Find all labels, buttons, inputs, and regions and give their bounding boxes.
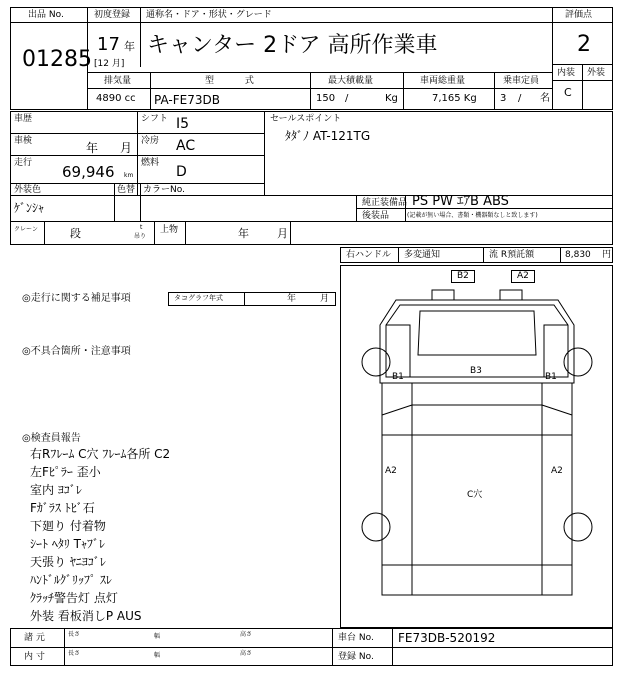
height-label: 高さ — [240, 631, 253, 638]
report-line: ｸﾗｯﾁ警告灯 点灯 — [30, 591, 118, 605]
upper-year: 年 — [238, 227, 249, 240]
rhd-label: 右ハンドル — [346, 250, 392, 260]
displacement: 4890 cc — [96, 93, 136, 104]
capacity-slash: / — [518, 93, 522, 104]
inspection-year-unit: 年 — [86, 141, 99, 155]
damage-tag: B3 — [470, 366, 482, 376]
defects-label: ◎不具合箇所・注意事項 — [22, 346, 131, 357]
history-label: 車歴 — [14, 114, 33, 124]
color-change-label: 色替 — [117, 185, 136, 195]
shift-label: シフト — [141, 114, 169, 124]
aftermarket-label: 後装品 — [362, 211, 390, 221]
capacity-unit: 名 — [540, 93, 550, 104]
plate-label: 登録 No. — [338, 652, 374, 662]
model: PA-FE73DB — [154, 93, 220, 107]
car-name: キャンター 2ドア 高所作業車 — [147, 33, 438, 58]
inspector-report-label: ◎検査員報告 — [22, 433, 81, 444]
chassis-no: FE73DB-520192 — [398, 631, 496, 645]
running-notes-label: ◎走行に関する補足事項 — [22, 293, 131, 304]
upper-label: 上物 — [160, 225, 179, 235]
tacho-month: 月 — [320, 294, 330, 304]
crane-tsuri: 吊り — [134, 233, 147, 240]
report-line: Fｶﾞﾗｽ ﾄﾋﾞ石 — [30, 501, 95, 515]
interior-dims-label: 内 寸 — [24, 652, 45, 662]
interior-grade: C — [564, 86, 572, 99]
length-label: 長さ — [68, 631, 81, 638]
damage-tag: A2 — [385, 466, 397, 476]
recycle-label: 流 R預託額 — [489, 250, 535, 260]
crane-t: t — [140, 224, 143, 231]
length-label: 長さ — [68, 650, 81, 657]
interior-grade-label: 内装 — [557, 68, 576, 78]
report-line: 室内 ﾖｺﾞﾚ — [30, 483, 82, 497]
lot-no-label: 出品 No. — [28, 10, 64, 20]
truck-diagram — [340, 265, 613, 628]
tacho-year: 年 — [287, 294, 297, 304]
exterior-grade-label: 外装 — [587, 68, 606, 78]
reg-year-unit: 年 — [124, 40, 135, 53]
ext-color-label: 外装色 — [14, 185, 42, 195]
max-load-value: 150 — [316, 93, 336, 104]
reg-month: [12 月] — [94, 59, 125, 69]
report-line: 下廻り 付着物 — [30, 519, 106, 533]
crane-label: クレーン — [14, 226, 38, 233]
fuel-label: 燃料 — [141, 158, 160, 168]
ext-color: ｹﾞﾝｼｬ — [14, 201, 45, 215]
fuel: D — [176, 164, 187, 180]
reg-year: 17 — [97, 34, 120, 55]
tacho-label: タコグラフ年式 — [174, 294, 223, 302]
equipment-label: 純正装備品 — [362, 198, 408, 208]
lot-no: 01285 — [22, 47, 92, 72]
yen-unit: 円 — [602, 250, 612, 260]
report-line: 外装 看板消しP AUS — [30, 609, 142, 623]
car-name-label: 通称名・ドア・形状・グレード — [146, 10, 272, 20]
report-line: ｼｰﾄ ﾍﾀﾘ Tｬﾌﾞﾚ — [30, 537, 105, 551]
dims-label: 諸 元 — [24, 633, 45, 643]
equipment: PS PW ｴｱB ABS — [412, 194, 509, 209]
height-label: 高さ — [240, 650, 253, 657]
report-line: ﾊﾝﾄﾞﾙｸﾞﾘｯﾌﾟ ｽﾚ — [30, 573, 112, 587]
mileage: 69,946 — [62, 163, 115, 181]
chassis-label: 車台 No. — [338, 633, 374, 643]
max-load-label: 最大積載量 — [328, 76, 374, 86]
max-load-slash: / — [345, 93, 349, 104]
mileage-label: 走行 — [14, 158, 33, 168]
sales-point: ﾀﾀﾞﾉ AT-121TG — [285, 129, 371, 143]
report-line: 右Rﾌﾚｰﾑ C穴 ﾌﾚｰﾑ各所 C2 — [30, 447, 171, 461]
gross-weight-label: 車両総重量 — [420, 76, 466, 86]
width-label: 幅 — [154, 652, 161, 659]
odo-notice-label: 多変通知 — [404, 250, 441, 260]
damage-tag: A2 — [511, 270, 535, 283]
ac: AC — [176, 138, 196, 154]
aftermarket-note: (記載が無い場合、書類・機器類なしと致します) — [407, 212, 538, 219]
inspection-month-unit: 月 — [120, 141, 133, 155]
crane-dan: 段 — [70, 227, 81, 240]
damage-tag: B2 — [451, 270, 475, 283]
shift: I5 — [176, 116, 190, 132]
report-line: 天張り ﾔﾆﾖｺﾞﾚ — [30, 555, 106, 569]
grade-value: 2 — [577, 32, 591, 57]
damage-tag: B1 — [392, 372, 404, 382]
color-no-label: カラーNo. — [143, 185, 185, 195]
model-label: 型 式 — [205, 76, 268, 86]
ac-label: 冷房 — [141, 136, 160, 146]
gross-weight: 7,165 Kg — [432, 93, 477, 104]
inspection-label: 車検 — [14, 136, 33, 146]
sales-point-label: セールスポイント — [270, 114, 342, 124]
displacement-label: 排気量 — [104, 76, 132, 86]
damage-tag: A2 — [551, 466, 563, 476]
upper-month: 月 — [277, 227, 288, 240]
capacity: 3 — [500, 93, 507, 104]
capacity-label: 乗車定員 — [503, 76, 540, 86]
max-load-unit: Kg — [385, 93, 398, 104]
recycle-fee: 8,830 — [565, 250, 591, 260]
grade-label: 評価点 — [565, 10, 593, 20]
first-reg-label: 初度登録 — [94, 10, 131, 20]
width-label: 幅 — [154, 633, 161, 640]
damage-tag: C穴 — [467, 490, 483, 500]
report-line: 左Fﾋﾟﾗｰ 歪小 — [30, 465, 101, 479]
damage-tag: B1 — [545, 372, 557, 382]
km-unit: km — [124, 172, 134, 179]
